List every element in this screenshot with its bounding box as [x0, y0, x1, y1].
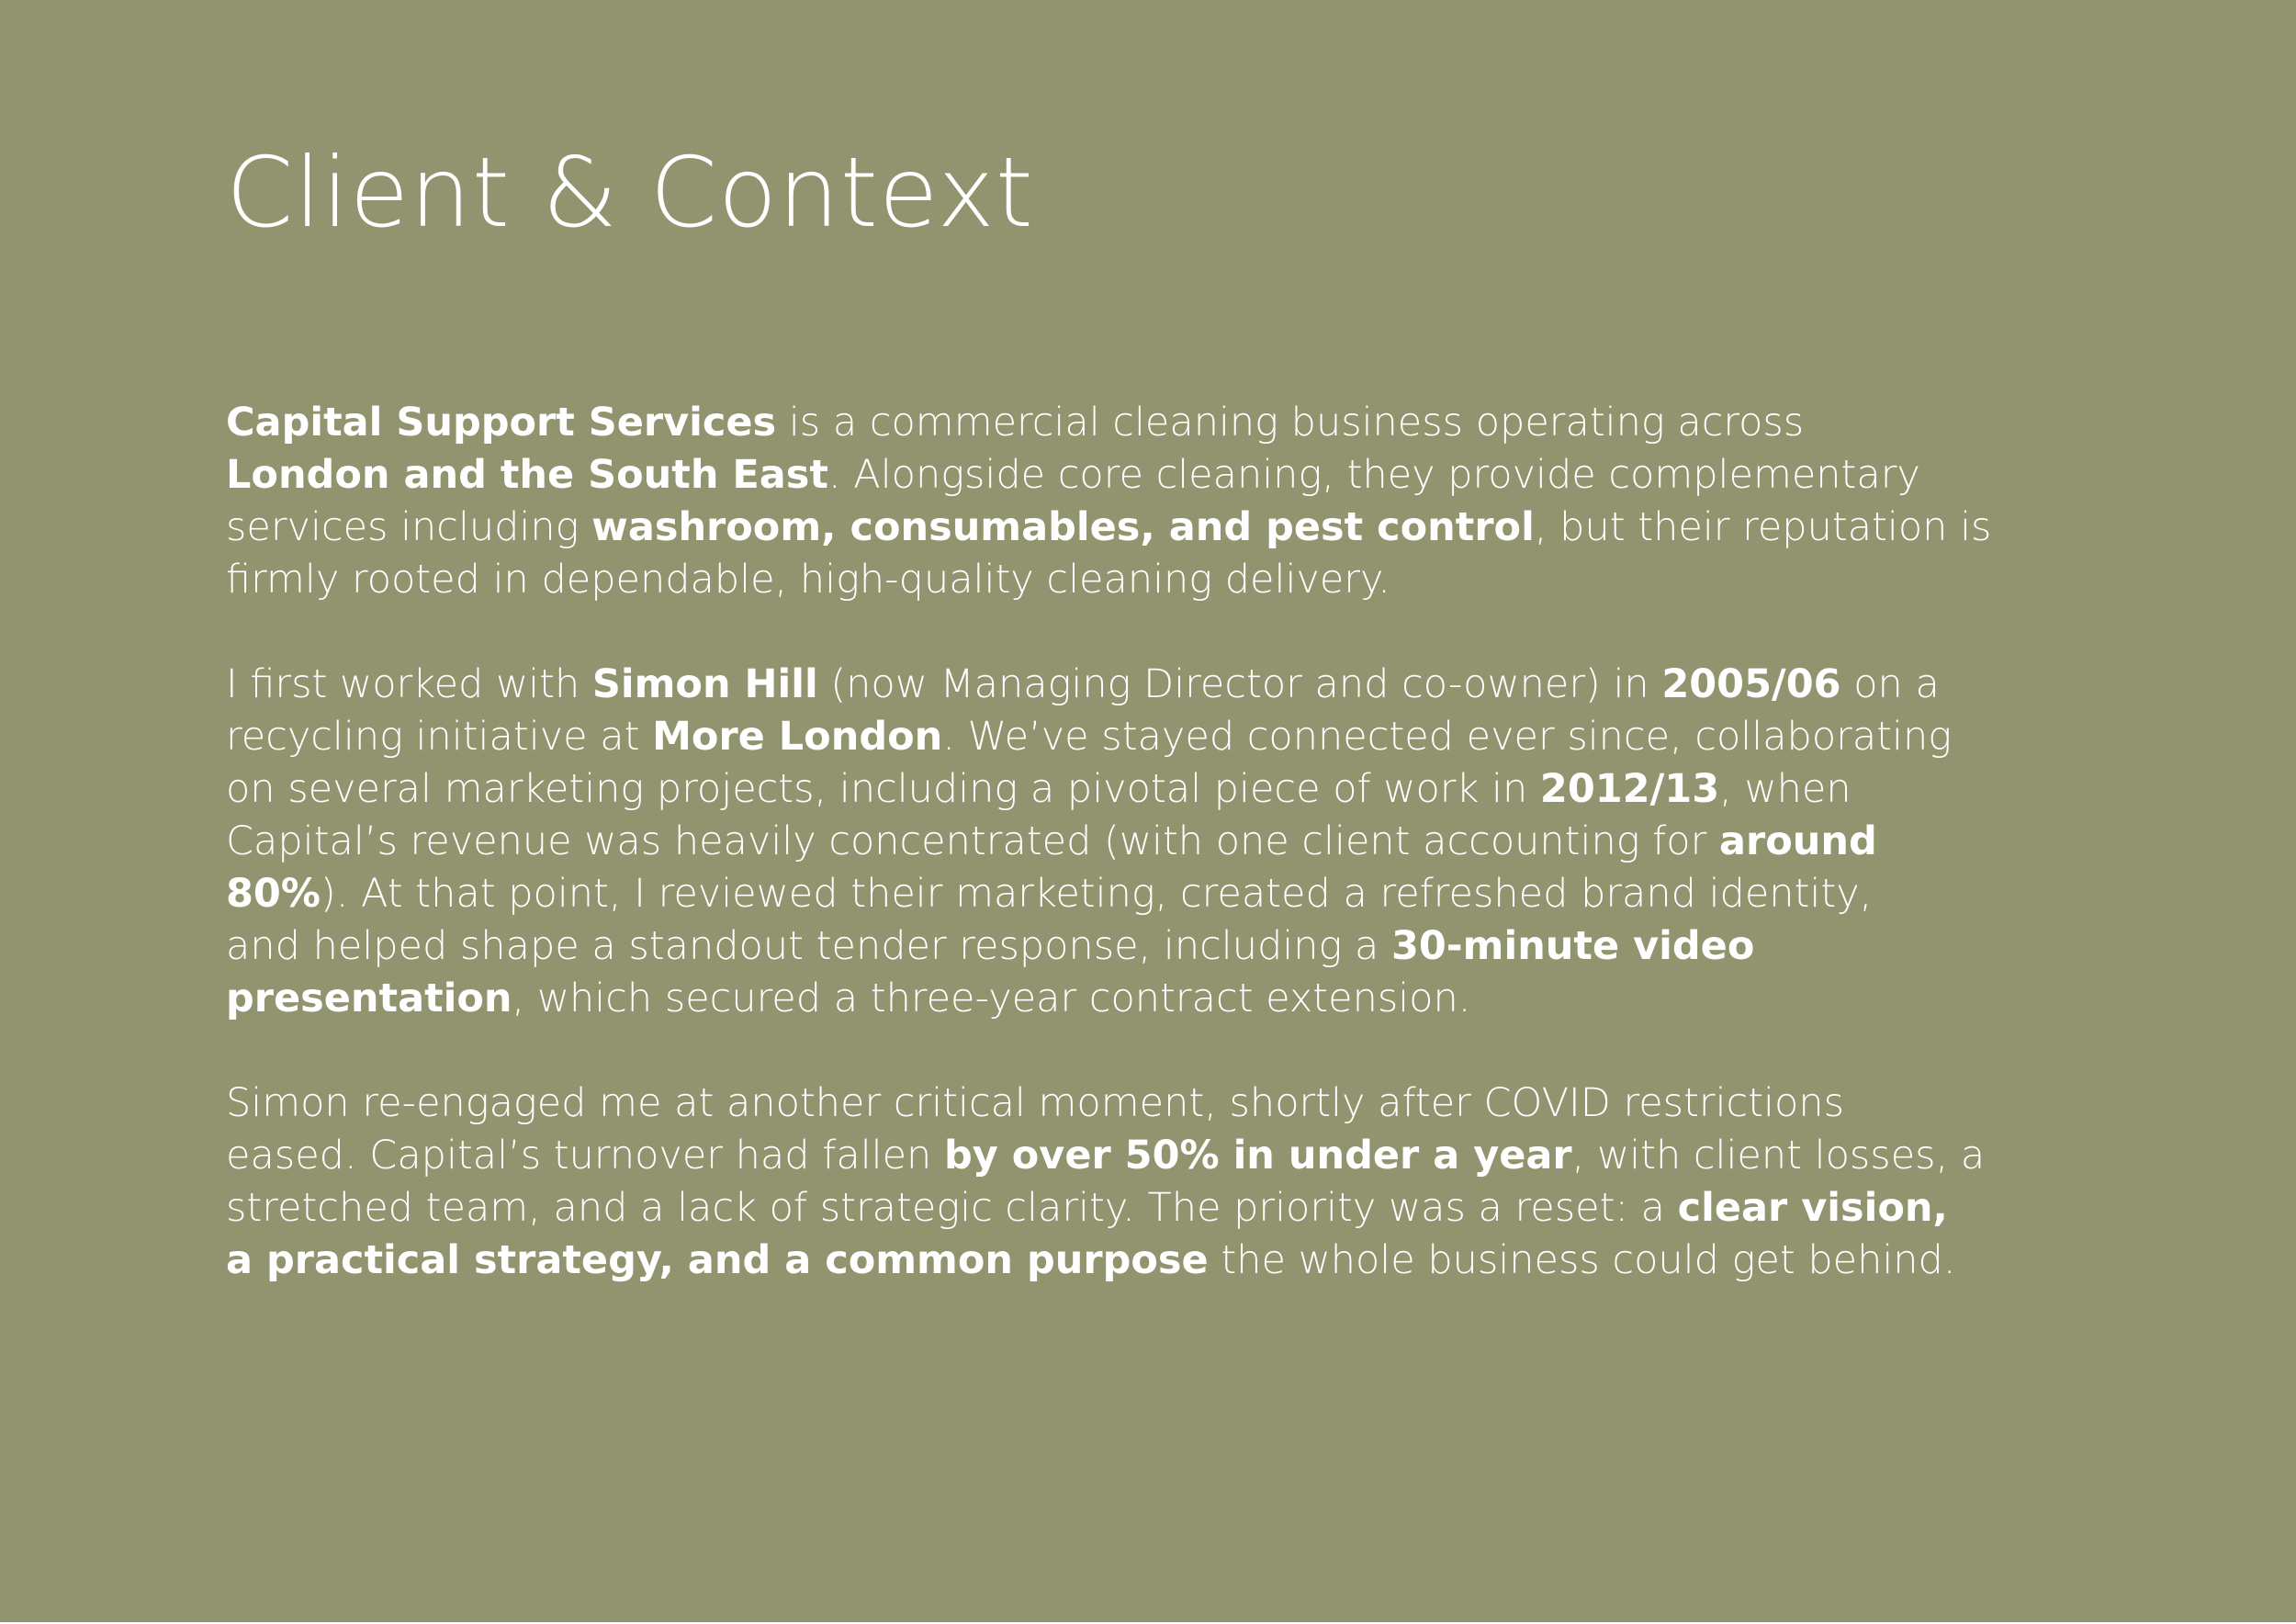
text-run: stretched team, and a lack of strategic clarity. The priority was a reset: a — [226, 1185, 1678, 1231]
text-line — [226, 920, 2228, 973]
bold-text: washroom, consumables, and pest control — [591, 504, 1535, 550]
bold-text: 30-minute video — [1390, 923, 1755, 969]
bold-text: More London — [652, 714, 943, 760]
text-line — [226, 763, 2228, 816]
bold-text: London and the South East — [226, 452, 828, 498]
text-run: the whole business could get behind. — [1208, 1237, 1956, 1283]
bold-text: 2012/13 — [1539, 766, 1720, 812]
text-run: , but their reputation is — [1534, 504, 1992, 550]
text-line — [226, 711, 2228, 763]
text-line — [226, 1182, 2228, 1235]
paragraph-1 — [226, 397, 2228, 606]
bold-text: presentation — [226, 976, 512, 1021]
text-run: Simon re-engaged me at another critical moment, shortly after COVID restrictions — [226, 1080, 1844, 1126]
text-run: , which secured a three-year contract extension. — [512, 976, 1471, 1021]
text-line — [226, 502, 2228, 554]
text-run: recycling initiative at — [226, 714, 653, 760]
text-run: firmly rooted in dependable, high-quality cleaning delivery. — [226, 557, 1390, 603]
text-line — [226, 554, 2228, 606]
paragraph-3 — [226, 1077, 2228, 1287]
bold-text: clear vision, — [1677, 1185, 1948, 1231]
text-run: on several marketing projects, including a pivotal piece of work in — [226, 766, 1540, 812]
bold-text: by over 50% in under a year — [943, 1133, 1572, 1179]
text-run: and helped shape a standout tender response, including a — [226, 923, 1391, 969]
text-run: (now Managing Director and co-owner) in — [817, 661, 1662, 707]
bold-text: Capital Support Services — [226, 400, 777, 445]
text-run: ). At that point, I reviewed their marketing, created a refreshed brand identity, — [320, 871, 1873, 917]
text-run: Capital’s revenue was heavily concentrated (with one client accounting for — [226, 818, 1719, 864]
bold-text: 80% — [226, 871, 321, 917]
text-line — [226, 449, 2228, 502]
text-run: . We’ve stayed connected ever since, collaborating — [942, 714, 1953, 760]
text-line — [226, 659, 2228, 711]
bold-text: a practical strategy, and a common purpose — [226, 1237, 1209, 1283]
text-line — [226, 868, 2228, 920]
text-line — [226, 973, 2228, 1025]
paragraph-2 — [226, 659, 2228, 1025]
text-line — [226, 816, 2228, 868]
text-run: is a commercial cleaning business operating across — [776, 400, 1805, 445]
text-run: services including — [226, 504, 592, 550]
text-line — [226, 1077, 2228, 1130]
body-text — [226, 397, 2228, 1339]
text-line — [226, 1235, 2228, 1287]
bold-text: 2005/06 — [1661, 661, 1841, 707]
text-run: . Alongside core cleaning, they provide complementary — [827, 452, 1920, 498]
text-run: , with client losses, a — [1571, 1133, 1986, 1179]
text-run: I first worked with — [226, 661, 592, 707]
text-line — [226, 397, 2228, 449]
text-run: eased. Capital’s turnover had fallen — [226, 1133, 944, 1179]
text-line — [226, 1130, 2228, 1182]
bold-text: around — [1718, 818, 1877, 864]
bold-text: Simon Hill — [591, 661, 818, 707]
text-run: on a — [1840, 661, 1940, 707]
page-title: Client & Context — [226, 137, 1034, 249]
text-run: , when — [1719, 766, 1851, 812]
